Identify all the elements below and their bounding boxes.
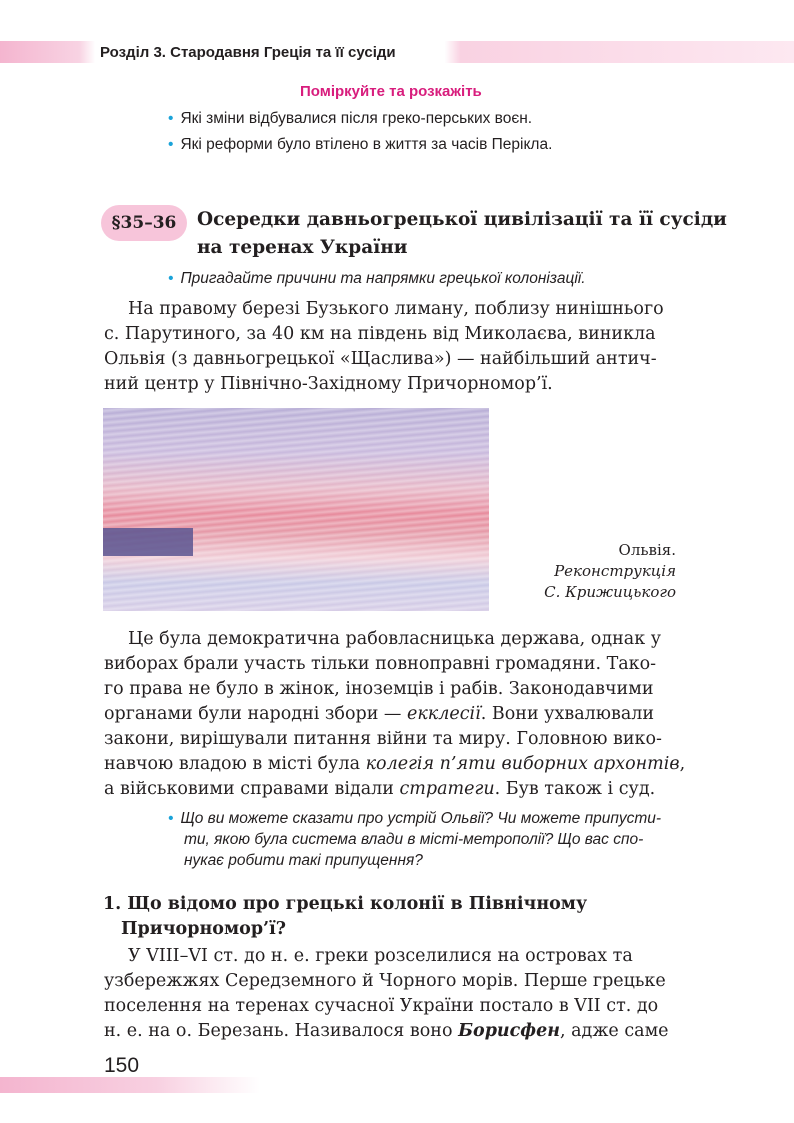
bullet-icon: • — [168, 136, 174, 153]
term-ekklesia: екклесії — [407, 704, 481, 724]
government-paragraph: Це була демократична рабовласницька держава, однак у виборах брали участь тільки повноправні громадяни. Тако- го права не було в жінок, іноземців і рабів. Законодавчими органами були народні збори — екклесії. Вони ухвалювали закони, вирішували питання війни та миру. Головною вико- навчою владою в місті була колегія п’яти виборних архонтів, а військовими справами відали стратеги. Був також і суд. — [104, 629, 686, 799]
term-borysthenes: Борисфен — [458, 1021, 560, 1041]
discussion-question: • Що ви можете сказати про устрій Ольвії? Чи можете припусти- ти, якою була система влади в місті-метрополії? Що вас спо- нукає робити такі припущення? — [168, 810, 662, 869]
colonies-paragraph: У VIII–VI ст. до н. е. греки розселилися на островах та узбережжях Середземного й Чорного морів. Перше грецьке поселення на теренах сучасної України постало в VII ст. до н. е. на о. Березань. Називалося воно Борисфен, адже саме — [104, 946, 669, 1041]
intro-paragraph: На правому березі Бузького лиману, поблизу нинішнього с. Парутиного, за 40 км на південь від Миколаєва, виникла Ольвія (з давньогрецької «Щаслива») — найбільший антич- ний центр у Північно-Західному Причорномор’ї. — [104, 299, 664, 394]
recall-prompt: • Пригадайте причини та напрямки грецької колонізації. — [168, 270, 586, 287]
term-archons: колегія п’яти виборних архонтів — [365, 754, 680, 774]
footer-band — [0, 1077, 260, 1093]
bullet-icon: • — [168, 810, 174, 827]
section-title: Осередки давньогрецької цивілізації та її сусіди на теренах України — [197, 209, 727, 258]
image-shadow-detail — [103, 528, 193, 556]
bullet-icon: • — [168, 270, 174, 287]
think-item: • Які зміни відбувалися після греко-перських воєн. — [168, 110, 533, 127]
subsection-heading: 1. Що відомо про грецькі колонії в Північному Причорномор’ї? — [103, 894, 588, 939]
page-number: 150 — [104, 1054, 140, 1077]
figure-caption: Ольвія. Реконструкція С. Крижицького — [544, 541, 676, 601]
term-strategoi: стратеги — [399, 779, 495, 799]
bullet-icon: • — [168, 110, 174, 127]
paragraph-badge: §35–36 — [101, 205, 187, 241]
think-item: • Які реформи було втілено в життя за часів Перікла. — [168, 136, 553, 153]
chapter-header: Розділ 3. Стародавня Греція та її сусіди — [96, 43, 404, 63]
olbia-reconstruction-image — [103, 408, 489, 611]
think-block-title: Поміркуйте та розкажіть — [300, 83, 482, 100]
